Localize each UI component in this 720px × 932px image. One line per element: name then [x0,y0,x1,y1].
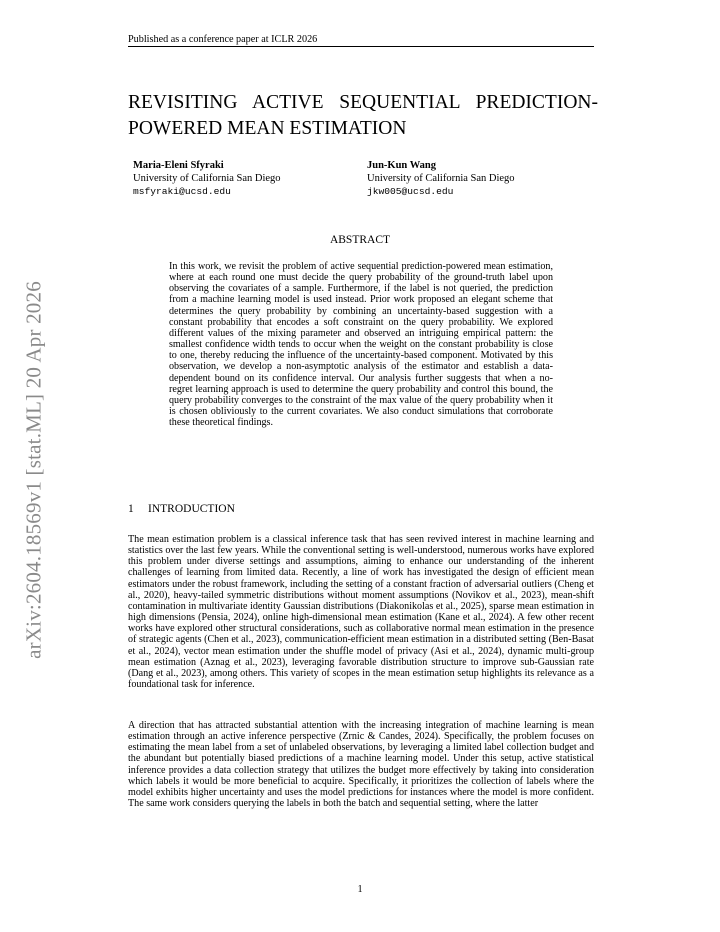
author-affiliation: University of California San Diego [133,172,281,184]
title-line-1: REVISITING ACTIVE SEQUENTIAL PREDICTION- [128,92,598,113]
title-line-2: POWERED MEAN ESTIMATION [128,118,407,139]
author-name: Jun-Kun Wang [367,160,436,171]
section-title: INTRODUCTION [148,503,235,515]
abstract-text: In this work, we revisit the problem of active sequential prediction-powered mean estimation, where at each round one must decide the query probability of the ground-truth label upon observing the covariates of a sample. Furthermore, if the label is not queried, the prediction from a machine learning model is used instead. Prior work proposed an elegant scheme that determines the query probability by combining an uncertainty-based suggestion with a constant probability that encodes a soft constraint on the query probability. We explored different values of the mixing parameter and observed an intriguing empirical pattern: the smallest confidence width tends to occur when the weight on the constant probability is close to one, thereby reducing the influence of the uncertainty-based component. Motivated by this observation, we develop a non-asymptotic analysis of the estimator and establish a data-dependent bound on its confidence interval. Our analysis further suggests that when a no-regret learning approach is used to determine the query probability and control this bound, the query probability converges to the constraint of the max value of the query probability when it is chosen obliviously to the current covariates. We also conduct simulations that corroborate these theoretical findings. [169,261,553,429]
author-affiliation: University of California San Diego [367,172,515,184]
author-block-2 [367,160,515,198]
header-rule [128,46,594,47]
section-heading [128,503,235,515]
section-number: 1 [128,503,134,515]
page-number: 1 [357,884,363,895]
abstract-heading: ABSTRACT [329,234,391,246]
paper-title [128,90,598,142]
body-paragraph-2: A direction that has attracted substantial attention with the increasing integration of machine learning is mean estimation through an active inference perspective (Zrnic & Candes, 2024). Specifically, the problem focuses on estimating the mean label from a set of unlabeled observations, by leveraging a limited label collection budget and the abundant but potentially biased predictions of a machine learning model. Under this setup, active statistical inference provides a data collection strategy that utilizes the budget more effectively by taking into consideration which labels it would be more beneficial to acquire. Specifically, it prioritizes the collection of labels where the model exhibits higher uncertainty and uses the model predictions for instances where the model is more confident. The same work considers querying the labels in both the batch and sequential setting, where the latter [128,720,594,810]
author-email: jkw005@ucsd.edu [367,185,454,197]
author-email: msfyraki@ucsd.edu [133,185,231,197]
running-header: Published as a conference paper at ICLR 2026 [128,34,318,45]
author-block-1 [133,160,281,198]
author-name: Maria-Eleni Sfyraki [133,160,224,171]
arxiv-side-stamp: arXiv:2604.18569v1 [stat.ML] 20 Apr 2026 [21,281,46,659]
body-paragraph-1: The mean estimation problem is a classical inference task that has seen revived interest in machine learning and statistics over the last few years. While the conventional setting is well-understood, numerous works have explored this problem under diverse settings and assumptions, aiming to enhance our understanding of the inherent challenges of learning from limited data. Recently, a line of work has investigated the design of efficient mean estimators under the robust framework, including the setting of a constant fraction of adversarial outliers (Cheng et al., 2020), heavy-tailed symmetric distributions without moment assumptions (Novikov et al., 2023), mean-shift contamination in multivariate identity Gaussian distributions (Diakonikolas et al., 2025), sparse mean estimation in high dimensions (Pensia, 2024), online high-dimensional mean estimation (Kane et al., 2024). A few other recent works have explored other structural considerations, such as collaborative normal mean estimation in the presence of strategic agents (Chen et al., 2023), communication-efficient mean estimation in a distributed setting (Ben-Basat et al., 2024), vector mean estimation under the shuffle model of privacy (Asi et al., 2024), dynamic multi-group mean estimation (Aznag et al., 2023), leveraging favorable distribution structure to improve sub-Gaussian rate (Dang et al., 2023), among others. This variety of scopes in the mean estimation setup highlights its relevance as a foundational task for inference. [128,534,594,691]
